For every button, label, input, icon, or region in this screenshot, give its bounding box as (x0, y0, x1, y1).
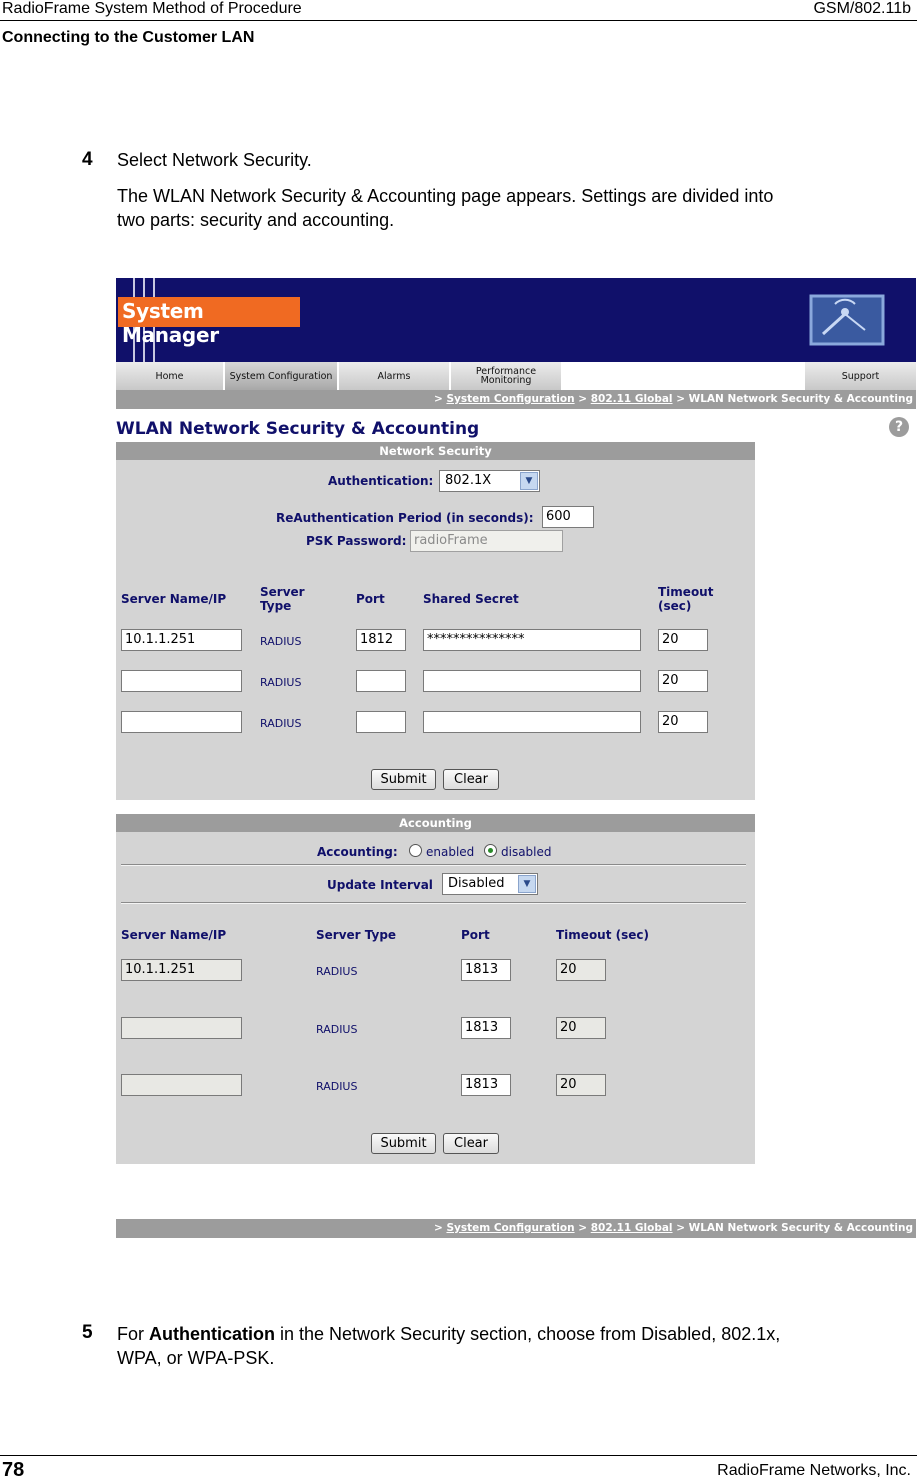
breadcrumb-current: WLAN Network Security & Accounting (688, 393, 913, 405)
authentication-value: 802.1X (445, 473, 492, 488)
antenna-tower-icon (809, 294, 885, 346)
acct-port-input[interactable]: 1813 (461, 1017, 511, 1039)
divider (121, 902, 746, 904)
breadcrumb-802-11-global[interactable]: 802.11 Global (590, 393, 673, 405)
chevron-down-icon: ▼ (518, 875, 536, 893)
step-number: 5 (82, 1322, 93, 1343)
accounting-enabled-radio[interactable] (409, 844, 422, 857)
header-doc-id: GSM/802.11b (813, 0, 911, 17)
col-shared-secret: Shared Secret (423, 592, 519, 606)
breadcrumb-separator: > (578, 393, 588, 405)
breadcrumb-separator: > (676, 393, 685, 405)
reauth-period-label: ReAuthentication Period (in seconds): (276, 511, 534, 525)
step-instruction (117, 1322, 780, 1346)
breadcrumb-separator: > (433, 393, 443, 405)
update-interval-value: Disabled (448, 876, 505, 891)
breadcrumb-bottom (116, 1219, 916, 1238)
step-text-bold: Authentication (149, 1324, 276, 1344)
col-port: Port (461, 928, 490, 942)
col-port: Port (356, 592, 385, 606)
server-ip-input[interactable] (121, 670, 242, 692)
col-server-type-line2: Type (260, 599, 292, 613)
document-header (0, 0, 917, 21)
col-server-name: Server Name/IP (121, 592, 227, 606)
reauth-period-input[interactable]: 600 (542, 506, 594, 528)
timeout-input[interactable]: 20 (658, 711, 708, 733)
step-description: The WLAN Network Security & Accounting page appears. Settings are divided into (117, 186, 774, 206)
breadcrumb-802-11-global[interactable]: 802.11 Global (590, 1222, 673, 1234)
col-timeout-line2: (sec) (658, 599, 692, 613)
page-number: 78 (2, 1459, 25, 1481)
server-type-text: RADIUS (260, 717, 302, 730)
tab-system-configuration[interactable]: System Configuration (225, 362, 337, 390)
accounting-enabled-label: enabled (426, 845, 475, 859)
divider (121, 864, 746, 866)
tab-home[interactable]: Home (116, 362, 223, 390)
tab-performance-monitoring[interactable] (451, 362, 561, 390)
col-timeout: Timeout (658, 585, 714, 599)
acct-timeout-input[interactable]: 20 (556, 1017, 606, 1039)
acct-server-ip-input[interactable] (121, 1074, 242, 1096)
breadcrumb-system-configuration[interactable]: System Configuration (446, 1222, 575, 1234)
breadcrumb-separator: > (578, 1222, 588, 1234)
accounting-clear-button[interactable]: Clear (443, 1133, 499, 1154)
accounting-panel (116, 814, 755, 1164)
breadcrumb (116, 390, 916, 409)
security-clear-button[interactable]: Clear (443, 769, 499, 790)
tab-monitoring-label: Monitoring (480, 375, 532, 386)
network-security-heading: Network Security (116, 442, 755, 460)
section-title: Connecting to the Customer LAN (2, 29, 255, 46)
accounting-heading: Accounting (116, 814, 755, 832)
shared-secret-input[interactable] (423, 711, 641, 733)
acct-server-type-text: RADIUS (316, 1080, 358, 1093)
security-submit-button[interactable]: Submit (371, 769, 436, 790)
tab-alarms[interactable]: Alarms (339, 362, 449, 390)
document-footer (0, 1455, 917, 1482)
acct-server-type-text: RADIUS (316, 965, 358, 978)
server-ip-input[interactable] (121, 711, 242, 733)
breadcrumb-system-configuration[interactable]: System Configuration (446, 393, 575, 405)
timeout-input[interactable]: 20 (658, 629, 708, 651)
accounting-disabled-radio[interactable] (484, 844, 497, 857)
shared-secret-input[interactable]: *************** (423, 629, 641, 651)
help-icon[interactable]: ? (889, 417, 909, 437)
step-text-pre: For (117, 1324, 150, 1344)
banner (116, 278, 916, 362)
breadcrumb-separator: > (433, 1222, 443, 1234)
header-title: RadioFrame System Method of Procedure (2, 0, 302, 17)
accounting-disabled-label: disabled (501, 845, 552, 859)
col-timeout: Timeout (sec) (556, 928, 650, 942)
nav-bar (116, 362, 916, 390)
system-manager-screenshot (116, 278, 916, 1240)
tab-performance-label: Performance (475, 366, 537, 377)
psk-password-input[interactable]: radioFrame (410, 530, 563, 552)
step-title: Select Network Security. (117, 150, 312, 170)
acct-server-ip-input[interactable] (121, 1017, 242, 1039)
port-input[interactable] (356, 670, 406, 692)
authentication-label: Authentication: (328, 474, 434, 488)
accounting-submit-button[interactable]: Submit (371, 1133, 436, 1154)
tab-support[interactable]: Support (805, 362, 916, 390)
accounting-label: Accounting: (317, 845, 398, 859)
col-server-type: Server Type (316, 928, 397, 942)
col-server-name: Server Name/IP (121, 928, 227, 942)
col-server-type: Server (260, 585, 305, 599)
step-instruction-line2: WPA, or WPA-PSK. (117, 1348, 275, 1368)
breadcrumb-separator: > (676, 1222, 685, 1234)
authentication-select[interactable] (439, 470, 540, 492)
server-ip-input[interactable]: 10.1.1.251 (121, 629, 242, 651)
acct-timeout-input[interactable]: 20 (556, 1074, 606, 1096)
chevron-down-icon: ▼ (520, 472, 538, 490)
step-text-post: in the Network Security section, choose from Disabled, 802.1x, (275, 1324, 781, 1344)
psk-password-label: PSK Password: (306, 534, 407, 548)
acct-server-type-text: RADIUS (316, 1023, 358, 1036)
acct-timeout-input[interactable]: 20 (556, 959, 606, 981)
update-interval-label: Update Interval (327, 878, 433, 892)
breadcrumb-current: WLAN Network Security & Accounting (688, 1222, 913, 1234)
page-title: WLAN Network Security & Accounting (116, 419, 480, 439)
server-type-text: RADIUS (260, 676, 302, 689)
server-type-text: RADIUS (260, 635, 302, 648)
network-security-panel (116, 442, 755, 800)
acct-port-input[interactable]: 1813 (461, 1074, 511, 1096)
port-input[interactable] (356, 711, 406, 733)
shared-secret-input[interactable] (423, 670, 641, 692)
acct-server-ip-input[interactable]: 10.1.1.251 (121, 959, 242, 981)
timeout-input[interactable]: 20 (658, 670, 708, 692)
acct-port-input[interactable]: 1813 (461, 959, 511, 981)
port-input[interactable]: 1812 (356, 629, 406, 651)
company-name: RadioFrame Networks, Inc. (717, 1462, 911, 1479)
update-interval-select[interactable] (442, 873, 538, 895)
logo: System Manager (118, 297, 300, 327)
step-description-line2: two parts: security and accounting. (117, 210, 395, 230)
step-number: 4 (82, 149, 93, 170)
